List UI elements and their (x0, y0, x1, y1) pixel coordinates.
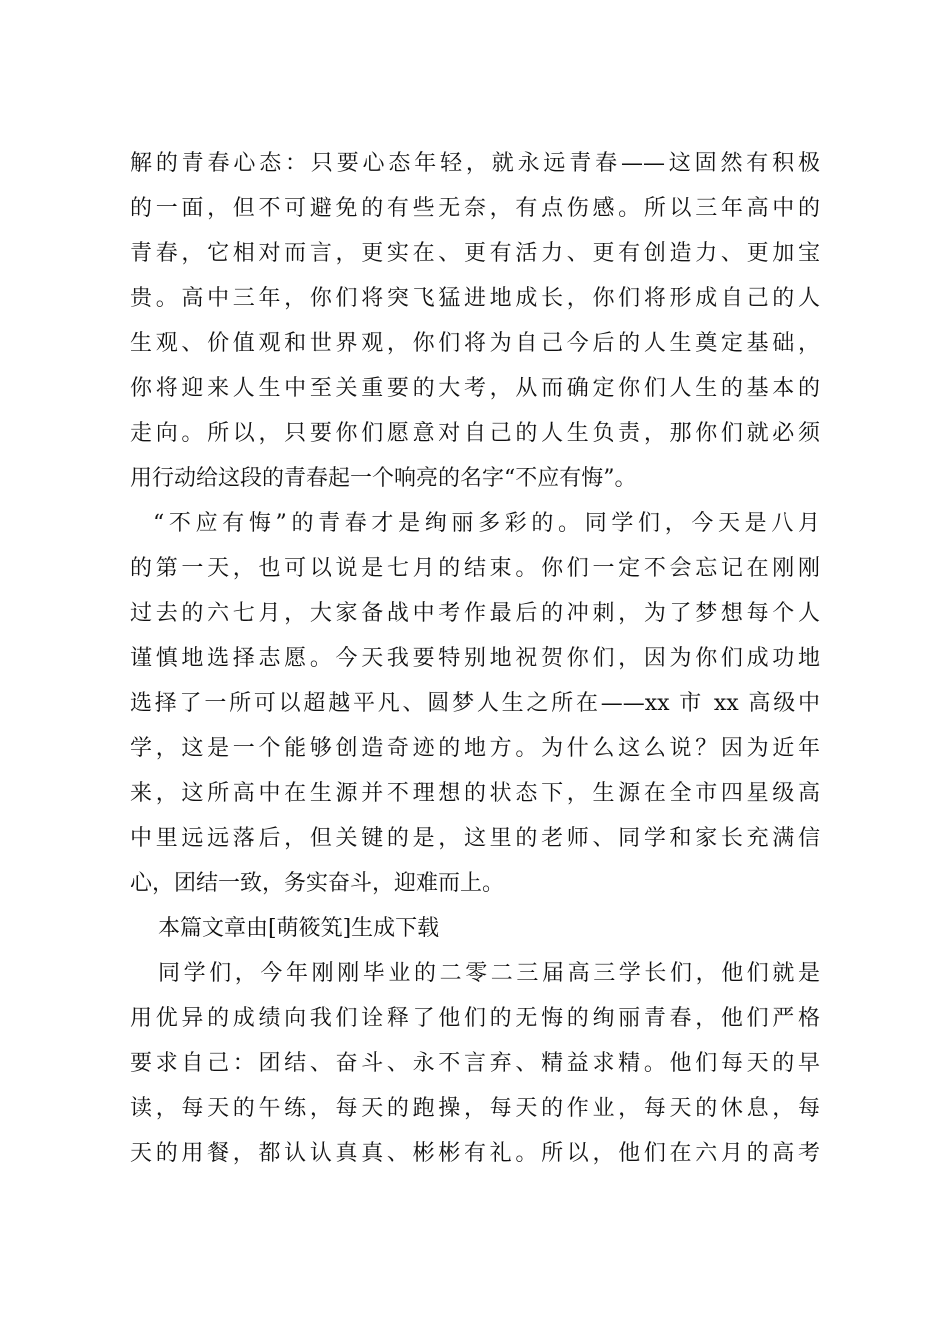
text-line: 走向。所以，只要你们愿意对自己的人生负责，那你们就必须 (130, 421, 820, 446)
document-body (130, 141, 820, 1176)
text-line: 中里远远落后，但关键的是，这里的老师、同学和家长充满信 (130, 826, 820, 851)
text-line: 读，每天的午练，每天的跑操，每天的作业，每天的休息，每 (130, 1096, 820, 1121)
paragraph (130, 501, 820, 906)
text-line: 学，这是一个能够创造奇迹的地方。为什么这么说？因为近年 (130, 736, 820, 761)
text-line: 你将迎来人生中至关重要的大考，从而确定你们人生的基本的 (130, 376, 820, 401)
text-line: 的一面，但不可避免的有些无奈，有点伤感。所以三年高中的 (130, 196, 820, 221)
text-line: 要求自己：团结、奋斗、永不言弃、精益求精。他们每天的早 (130, 1051, 820, 1076)
text-line: 来，这所高中在生源并不理想的状态下，生源在全市四星级高 (130, 781, 820, 806)
text-line: 的第一天，也可以说是七月的结束。你们一定不会忘记在刚刚 (130, 556, 820, 581)
text-line: 解的青春心态：只要心态年轻，就永远青春——这固然有积极 (130, 151, 820, 176)
text-line: “不应有悔”的青春才是绚丽多彩的。同学们，今天是八月 (153, 511, 820, 536)
text-line: 用优异的成绩向我们诠释了他们的无悔的绚丽青春，他们严格 (130, 1006, 820, 1031)
text-line: 选择了一所可以超越平凡、圆梦人生之所在——xx 市 xx 高级中 (130, 691, 820, 716)
paragraph (130, 951, 820, 1176)
text-line: 贵。高中三年，你们将突飞猛进地成长，你们将形成自己的人 (130, 286, 820, 311)
text-line: 本篇文章由[萌筱笂]生成下载 (158, 916, 440, 941)
text-line: 青春，它相对而言，更实在、更有活力、更有创造力、更加宝 (130, 241, 820, 266)
text-line: 同学们，今年刚刚毕业的二零二三届高三学长们，他们就是 (158, 961, 820, 986)
paragraph (130, 141, 820, 501)
text-line: 用行动给这段的青春起一个响亮的名字“不应有悔”。 (130, 466, 637, 491)
generated-by-note (130, 906, 820, 951)
text-line: 过去的六七月，大家备战中考作最后的冲刺，为了梦想每个人 (130, 601, 820, 626)
text-line: 天的用餐，都认认真真、彬彬有礼。所以，他们在六月的高考 (130, 1141, 820, 1166)
text-line: 谨慎地选择志愿。今天我要特别地祝贺你们，因为你们成功地 (130, 646, 820, 671)
text-line: 生观、价值观和世界观，你们将为自己今后的人生奠定基础， (130, 331, 820, 356)
text-line: 心，团结一致，务实奋斗，迎难而上。 (130, 871, 505, 896)
